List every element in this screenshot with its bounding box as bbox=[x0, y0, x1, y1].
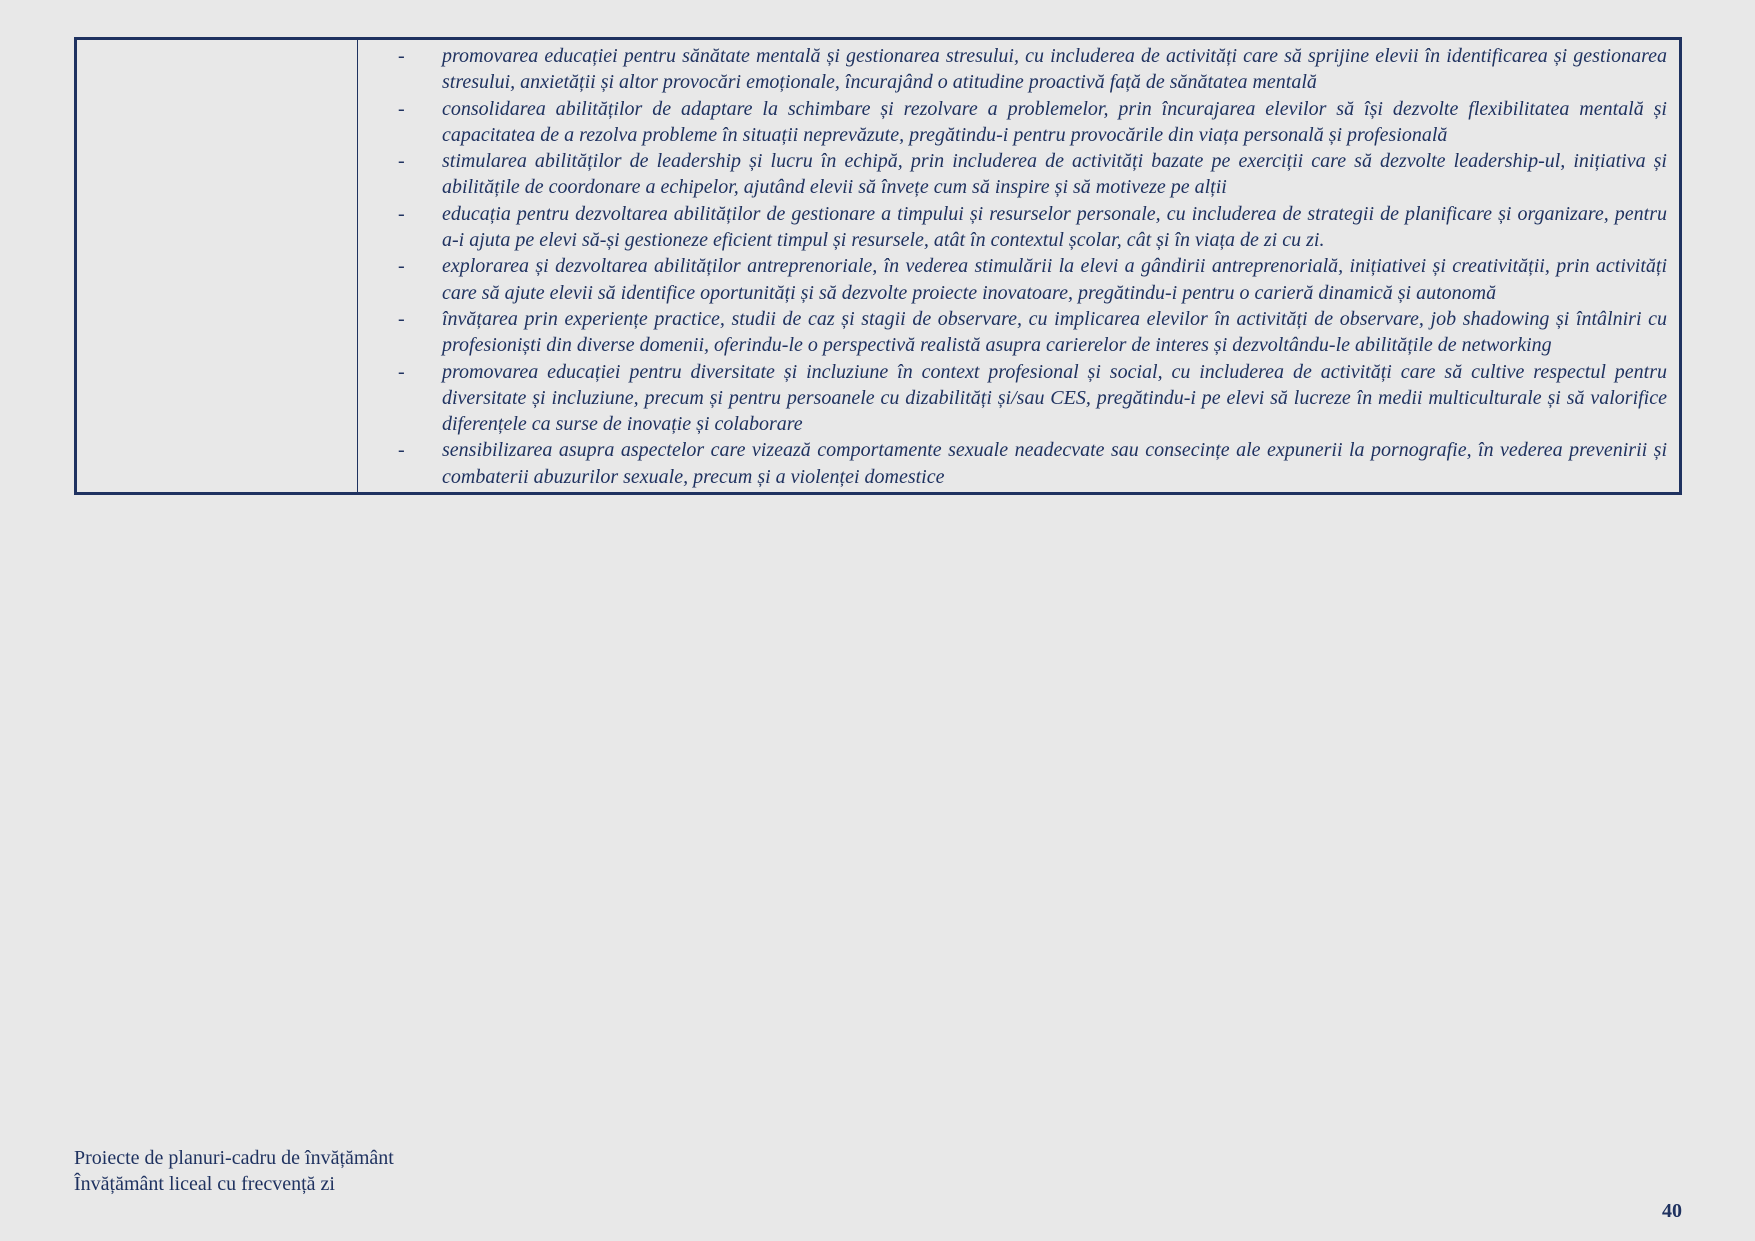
list-item-text: educația pentru dezvoltarea abilităților de gestionare a timpului și resurselor personale, cu includerea de strategii de planificare și organizare, pentru a-i ajuta pe elevi să-și gestioneze eficient timpul și resursele, atât în contextul școlar, cât și în viața de zi cu zi. bbox=[442, 202, 1667, 252]
list-item bbox=[398, 306, 1667, 359]
bullet-dash: - bbox=[398, 439, 405, 462]
bullet-dash: - bbox=[398, 202, 405, 225]
footer-line-1: Proiecte de planuri-cadru de învățământ bbox=[74, 1147, 394, 1169]
table-left-cell bbox=[76, 39, 358, 494]
list-item-text: promovarea educației pentru sănătate mentală și gestionarea stresului, cu includerea de activități care să sprijine elevii în identificarea și gestionarea stresului, anxietății și altor provocări emoționale, încurajând o atitudine proactivă față de sănătatea mentală bbox=[442, 45, 1667, 94]
list-item bbox=[398, 201, 1667, 254]
list-item bbox=[398, 359, 1667, 438]
list-item bbox=[398, 96, 1667, 149]
list-item bbox=[398, 148, 1667, 201]
footer-line-2: Învățământ liceal cu frecvență zi bbox=[74, 1173, 335, 1195]
list-item bbox=[398, 253, 1667, 306]
page-number: 40 bbox=[1662, 1200, 1682, 1222]
bullet-list bbox=[398, 43, 1667, 490]
list-item bbox=[398, 43, 1667, 96]
page-footer bbox=[74, 1145, 394, 1197]
list-item-text: consolidarea abilităților de adaptare la schimbare și rezolvare a problemelor, prin încurajarea elevilor să își dezvolte flexibilitatea mentală și capacitatea de a rezolva probleme în situații neprevăzute, pregătindu-i pentru provocările din viața personală și profesională bbox=[442, 97, 1667, 146]
bullet-dash: - bbox=[398, 307, 405, 330]
bullet-dash: - bbox=[398, 360, 405, 383]
bullet-dash: - bbox=[398, 150, 405, 173]
bullet-dash: - bbox=[398, 45, 405, 67]
list-item bbox=[398, 437, 1667, 490]
table-row bbox=[76, 39, 1681, 494]
content-table bbox=[74, 37, 1682, 495]
list-item-text: explorarea și dezvoltarea abilităților antreprenoriale, în vederea stimulării la elevi a gândirii antreprenorială, inițiativei și creativității, prin activități care să ajute elevii să identifice oportunități și să dezvolte proiecte inovatoare, pregătindu-i pentru o carieră dinamică și autonomă bbox=[442, 255, 1667, 304]
table-right-cell bbox=[358, 39, 1681, 494]
list-item-text: promovarea educației pentru diversitate și incluziune în context profesional și social, cu includerea de activități care să cultive respectul pentru diversitate și incluziune, precum și pentru persoanele cu dizabilități și/sau CES, pregătindu-i pe elevi să lucreze în medii multiculturale și să valorifice diferențele ca surse de inovație și colaborare bbox=[442, 360, 1667, 436]
list-item-text: stimularea abilităților de leadership și lucru în echipă, prin includerea de activități bazate pe exerciții care să dezvolte leadership-ul, inițiativa și abilitățile de coordonare a echipelor, ajutând elevii să învețe cum să inspire și să motiveze pe alții bbox=[442, 150, 1667, 199]
bullet-dash: - bbox=[398, 97, 405, 120]
list-item-text: învățarea prin experiențe practice, studii de caz și stagii de observare, cu implicarea elevilor în activități de observare, job shadowing și întâlniri cu profesioniști din diverse domenii, oferindu-le o perspectivă realistă asupra carierelor de interes și dezvoltându-le abilitățile de networking bbox=[442, 307, 1667, 357]
list-item-text: sensibilizarea asupra aspectelor care vizează comportamente sexuale neadecvate sau consecințe ale expunerii la pornografie, în vederea prevenirii și combaterii abuzurilor sexuale, precum și a violenței domestice bbox=[442, 439, 1667, 488]
bullet-dash: - bbox=[398, 255, 405, 278]
